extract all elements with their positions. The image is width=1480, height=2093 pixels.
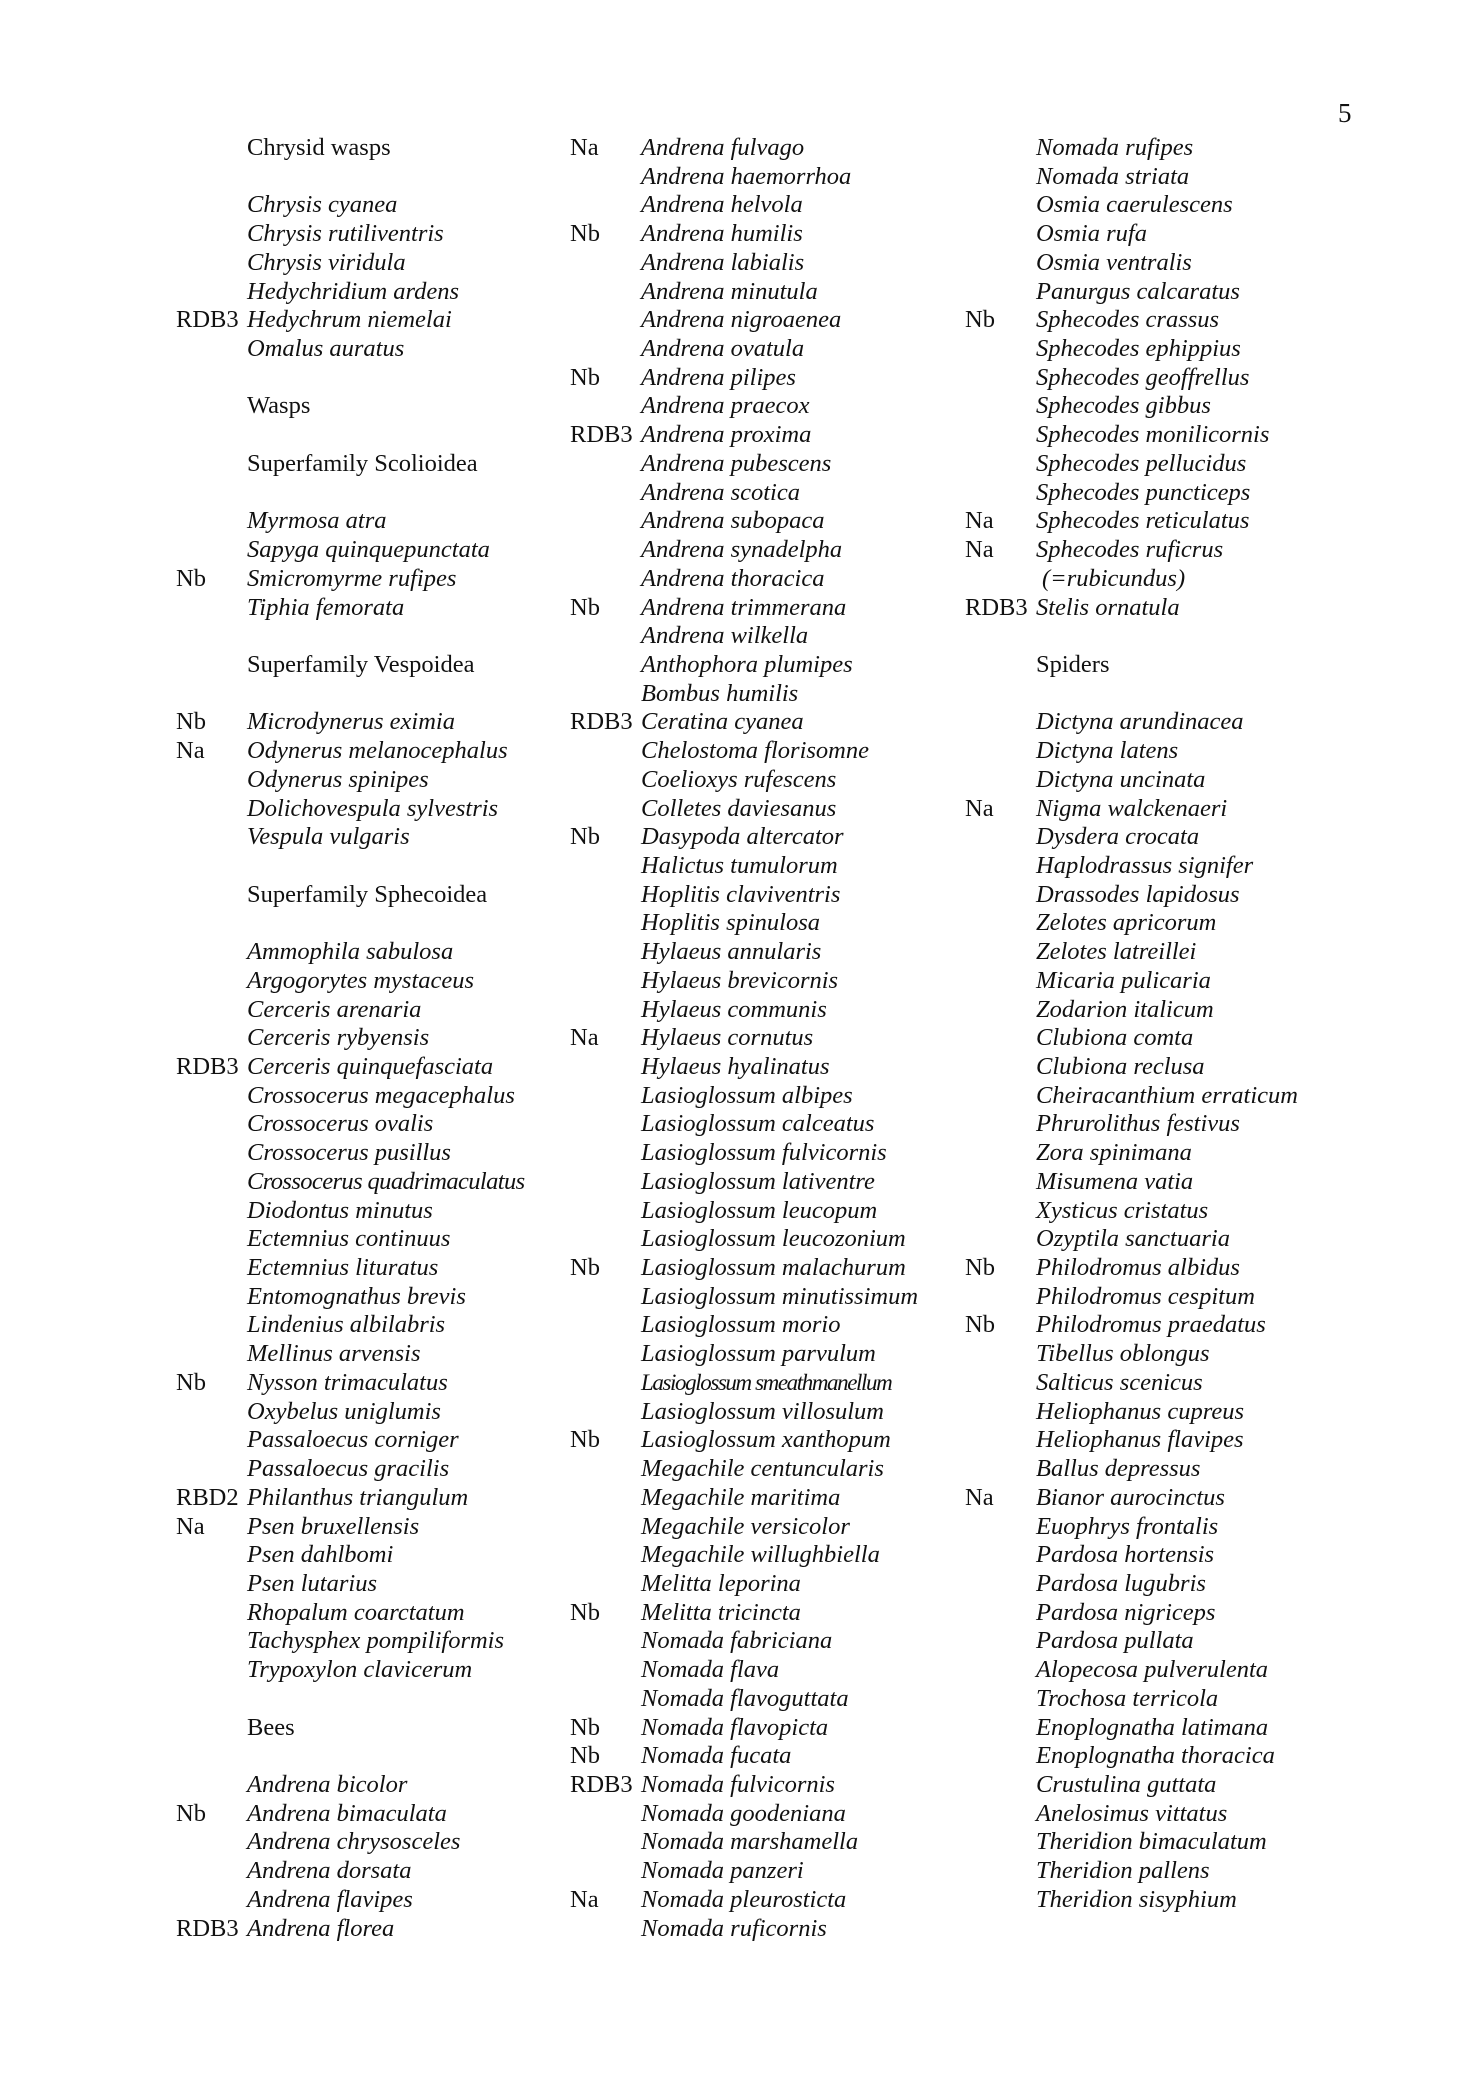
species-row — [965, 163, 1465, 192]
species-name: Sphecodes geoffrellus — [1036, 363, 1250, 391]
species-name: Lasioglossum calceatus — [641, 1110, 875, 1138]
species-name: Crossocerus megacephalus — [247, 1081, 515, 1109]
species-name: Pardosa lugubris — [1036, 1569, 1206, 1597]
species-name: Ectemnius lituratus — [247, 1254, 439, 1282]
conservation-status: Nb — [176, 708, 206, 736]
species-name: Alopecosa pulverulenta — [1036, 1656, 1269, 1684]
species-name: Nysson trimaculatus — [247, 1368, 448, 1396]
page-number: 5 — [1338, 98, 1352, 128]
section-heading-text: Spiders — [1036, 650, 1110, 678]
species-row — [965, 909, 1465, 938]
conservation-status: Na — [570, 1885, 599, 1913]
species-name: Hoplitis spinulosa — [641, 909, 821, 937]
species-name: Theridion sisyphium — [1036, 1885, 1237, 1913]
species-name: Dictyna arundinacea — [1036, 708, 1244, 736]
conservation-status: RDB3 — [965, 593, 1028, 621]
species-name: Andrena bicolor — [247, 1770, 408, 1798]
species-name: Lasioglossum villosulum — [641, 1397, 884, 1425]
species-name: Phrurolithus festivus — [1036, 1110, 1240, 1138]
conservation-status: Nb — [176, 564, 206, 592]
species-name: Tachysphex pompiliformis — [247, 1627, 505, 1655]
species-name: Ballus depressus — [1036, 1455, 1201, 1483]
species-name: Diodontus minutus — [247, 1196, 433, 1224]
species-name: Andrena subopaca — [641, 507, 825, 535]
species-name: Andrena trimmerana — [641, 593, 847, 621]
section-heading-text: Wasps — [247, 392, 311, 420]
species-name: Lasioglossum leucopum — [641, 1196, 878, 1224]
species-name: Argogorytes mystaceus — [247, 966, 475, 994]
species-name: Tiphia femorata — [247, 593, 405, 621]
species-name: Sphecodes pellucidus — [1036, 449, 1247, 477]
section-heading-text: Bees — [247, 1713, 295, 1741]
blank-line — [965, 680, 1465, 709]
species-name: Ceratina cyanea — [641, 708, 804, 736]
species-name: Philanthus triangulum — [247, 1483, 469, 1511]
species-name: Megachile versicolor — [641, 1512, 850, 1540]
species-name: Andrena proxima — [641, 421, 812, 449]
blank-line — [965, 622, 1465, 651]
species-name: Nomada marshamella — [641, 1828, 859, 1856]
species-name: Nomada fabriciana — [641, 1627, 833, 1655]
species-name: Sphecodes ephippius — [1036, 335, 1241, 363]
species-row — [965, 1627, 1465, 1656]
species-name: Anelosimus vittatus — [1036, 1799, 1228, 1827]
species-name: Misumena vatia — [1036, 1167, 1194, 1195]
species-name: Lindenius albilabris — [247, 1311, 446, 1339]
species-name: Lasioglossum morio — [641, 1311, 841, 1339]
species-row — [965, 1168, 1465, 1197]
species-name: Melitta leporina — [641, 1569, 801, 1597]
section-heading-text: Chrysid wasps — [247, 134, 391, 161]
conservation-status: RBD2 — [176, 1483, 239, 1511]
species-row — [965, 249, 1465, 278]
species-name: Andrena bimaculata — [247, 1799, 447, 1827]
species-row — [965, 1340, 1465, 1369]
species-name: Nomada fucata — [641, 1742, 792, 1770]
species-name: Cheiracanthium erraticum — [1036, 1081, 1298, 1109]
species-row — [965, 823, 1465, 852]
species-name: Pardosa nigriceps — [1036, 1598, 1216, 1626]
species-name: Nomada striata — [1036, 162, 1190, 190]
species-name: Rhopalum coarctatum — [247, 1598, 465, 1626]
species-name: Andrena scotica — [641, 478, 800, 506]
species-row — [965, 335, 1465, 364]
species-name: Megachile maritima — [641, 1483, 841, 1511]
species-row — [965, 1110, 1465, 1139]
species-row — [965, 1398, 1465, 1427]
species-name: Passaloecus corniger — [247, 1426, 459, 1454]
species-row — [965, 1455, 1465, 1484]
species-name: Ozyptila sanctuaria — [1036, 1225, 1230, 1253]
species-name: Pardosa hortensis — [1036, 1541, 1215, 1569]
species-name: Zora spinimana — [1036, 1139, 1192, 1167]
species-name: Sphecodes monilicornis — [1036, 421, 1270, 449]
species-name: Hylaeus cornutus — [641, 1024, 814, 1052]
species-row — [965, 967, 1465, 996]
species-name: Lasioglossum minutissimum — [641, 1282, 919, 1310]
species-name: Osmia rufa — [1036, 220, 1147, 248]
species-name: Passaloecus gracilis — [247, 1455, 450, 1483]
species-row — [965, 708, 1465, 737]
species-name: Crossocerus pusillus — [247, 1139, 451, 1167]
species-row — [965, 364, 1465, 393]
species-name: Crossocerus quadrimaculatus — [247, 1167, 525, 1195]
species-name: Andrena florea — [247, 1914, 395, 1942]
species-name: Hylaeus communis — [641, 995, 827, 1023]
species-name: Andrena flavipes — [247, 1885, 413, 1913]
species-name: Andrena labialis — [641, 248, 805, 276]
conservation-status: RDB3 — [176, 306, 239, 334]
species-row — [965, 1541, 1465, 1570]
conservation-status: Nb — [570, 1598, 600, 1626]
species-name: Anthophora plumipes — [641, 650, 853, 678]
species-name: Melitta tricincta — [641, 1598, 801, 1626]
conservation-status: RDB3 — [176, 1053, 239, 1080]
section-heading-text: Superfamily Sphecoidea — [247, 880, 488, 908]
species-row — [965, 306, 1465, 335]
species-row — [965, 278, 1465, 307]
species-name: Sphecodes ruficrus — [1036, 536, 1224, 564]
species-name: (=rubicundus) — [1042, 564, 1186, 592]
species-row — [965, 1857, 1465, 1886]
section-heading-text: Superfamily Scolioidea — [247, 449, 478, 477]
species-row — [965, 1311, 1465, 1340]
species-row — [570, 1915, 1070, 1944]
conservation-status: Nb — [570, 1426, 600, 1454]
conservation-status: RDB3 — [570, 421, 633, 449]
species-name: Sphecodes gibbus — [1036, 392, 1211, 420]
species-name: Andrena pubescens — [641, 449, 832, 477]
species-name: Philodromus albidus — [1036, 1254, 1240, 1282]
conservation-status: Nb — [570, 363, 600, 391]
conservation-status: Nb — [570, 1742, 600, 1770]
species-name: Stelis ornatula — [1036, 593, 1180, 621]
species-name: Lasioglossum malachurum — [641, 1254, 906, 1282]
species-row — [965, 134, 1465, 163]
species-name: Hylaeus annularis — [641, 938, 822, 966]
conservation-status: Na — [570, 1024, 599, 1052]
species-name: Psen lutarius — [247, 1569, 377, 1597]
species-name: Philodromus praedatus — [1036, 1311, 1266, 1339]
species-name: Dysdera crocata — [1036, 823, 1200, 851]
conservation-status: Nb — [570, 823, 600, 851]
species-name: Andrena nigroaenea — [641, 306, 842, 334]
species-name: Megachile centuncularis — [641, 1455, 884, 1483]
species-name: Andrena dorsata — [247, 1857, 412, 1885]
species-name: Hylaeus brevicornis — [641, 966, 839, 994]
conservation-status: Nb — [176, 1368, 206, 1396]
species-name: Trochosa terricola — [1036, 1684, 1219, 1712]
species-name: Andrena praecox — [641, 392, 810, 420]
species-row — [965, 1254, 1465, 1283]
species-name: Xysticus cristatus — [1036, 1196, 1209, 1224]
species-name: Vespula vulgaris — [247, 823, 410, 851]
species-row — [965, 1570, 1465, 1599]
conservation-status: Na — [965, 507, 994, 535]
species-name: Nomada flavoguttata — [641, 1684, 849, 1712]
species-name: Lasioglossum smeathmanellum — [641, 1369, 892, 1395]
species-name: Odynerus spinipes — [247, 765, 429, 793]
species-name: Nomada ruficornis — [641, 1914, 827, 1942]
species-name: Hylaeus hyalinatus — [641, 1053, 830, 1080]
species-name: Omalus auratus — [247, 335, 405, 363]
species-name: Clubiona comta — [1036, 1024, 1194, 1052]
species-name: Salticus scenicus — [1036, 1368, 1203, 1396]
species-name: Chrysis rutiliventris — [247, 220, 444, 248]
species-row — [965, 479, 1465, 508]
species-name: Psen dahlbomi — [247, 1541, 394, 1569]
conservation-status: RDB3 — [176, 1914, 239, 1942]
conservation-status: Nb — [570, 220, 600, 248]
species-name: Crossocerus ovalis — [247, 1110, 434, 1138]
species-name: Lasioglossum fulvicornis — [641, 1139, 887, 1167]
species-name: Micaria pulicaria — [1036, 966, 1211, 994]
conservation-status: RDB3 — [570, 708, 633, 736]
species-name: Sapyga quinquepunctata — [247, 536, 490, 564]
species-name: Nomada rufipes — [1036, 134, 1194, 161]
conservation-status: Na — [965, 536, 994, 564]
species-row — [965, 1197, 1465, 1226]
species-name: Andrena wilkella — [641, 622, 809, 650]
species-row — [965, 565, 1465, 594]
species-name: Nomada flavopicta — [641, 1713, 829, 1741]
conservation-status: Nb — [570, 1254, 600, 1282]
species-row — [965, 1053, 1465, 1082]
species-name: Enoplognatha latimana — [1036, 1713, 1269, 1741]
species-name: Andrena haemorrhoa — [641, 162, 852, 190]
species-name: Psen bruxellensis — [247, 1512, 420, 1540]
conservation-status: Na — [965, 794, 994, 822]
conservation-status: RDB3 — [570, 1770, 633, 1798]
conservation-status: Nb — [570, 593, 600, 621]
species-name: Sphecodes crassus — [1036, 306, 1220, 334]
section-heading — [965, 651, 1465, 680]
species-name: Haplodrassus signifer — [1036, 851, 1254, 879]
species-row — [965, 191, 1465, 220]
conservation-status: Na — [176, 737, 205, 765]
species-name: Clubiona reclusa — [1036, 1053, 1205, 1080]
conservation-status: Nb — [176, 1799, 206, 1827]
species-name: Microdynerus eximia — [247, 708, 455, 736]
conservation-status: Nb — [965, 306, 995, 334]
species-name: Chrysis cyanea — [247, 191, 398, 219]
species-name: Nomada panzeri — [641, 1857, 804, 1885]
species-name: Andrena minutula — [641, 277, 818, 305]
species-name: Andrena synadelpha — [641, 536, 843, 564]
species-name: Zelotes latreillei — [1036, 938, 1197, 966]
species-name: Cerceris arenaria — [247, 995, 422, 1023]
species-name: Andrena ovatula — [641, 335, 805, 363]
species-name: Nomada goodeniana — [641, 1799, 846, 1827]
species-name: Oxybelus uniglumis — [247, 1397, 441, 1425]
species-name: Pardosa pullata — [1036, 1627, 1194, 1655]
species-name: Lasioglossum lativentre — [641, 1167, 875, 1195]
species-name: Mellinus arvensis — [247, 1340, 421, 1368]
species-row — [965, 1886, 1465, 1915]
species-name: Hedychrum niemelai — [247, 306, 452, 334]
species-row — [965, 1714, 1465, 1743]
species-name: Theridion pallens — [1036, 1857, 1210, 1885]
species-name: Andrena chrysosceles — [247, 1828, 461, 1856]
species-name: Cerceris quinquefasciata — [247, 1053, 494, 1080]
species-row — [965, 852, 1465, 881]
species-name: Philodromus cespitum — [1036, 1282, 1255, 1310]
species-name: Andrena humilis — [641, 220, 803, 248]
species-name: Odynerus melanocephalus — [247, 737, 508, 765]
species-row — [965, 392, 1465, 421]
species-name: Lasioglossum leucozonium — [641, 1225, 906, 1253]
conservation-status: Nb — [965, 1311, 995, 1339]
species-name: Dictyna uncinata — [1036, 765, 1206, 793]
species-name: Osmia ventralis — [1036, 248, 1192, 276]
species-name: Crustulina guttata — [1036, 1770, 1217, 1798]
species-name: Heliophanus cupreus — [1036, 1397, 1244, 1425]
species-column-3 — [965, 134, 1465, 1915]
species-row — [965, 594, 1465, 623]
species-name: Halictus tumulorum — [641, 851, 838, 879]
species-row — [965, 536, 1465, 565]
species-name: Lasioglossum parvulum — [641, 1340, 876, 1368]
species-name: Lasioglossum xanthopum — [641, 1426, 891, 1454]
species-row — [965, 766, 1465, 795]
species-row — [965, 450, 1465, 479]
species-name: Andrena thoracica — [641, 564, 825, 592]
species-row — [965, 1800, 1465, 1829]
species-name: Ectemnius continuus — [247, 1225, 451, 1253]
section-heading-text: Superfamily Vespoidea — [247, 650, 475, 678]
species-name: Drassodes lapidosus — [1036, 880, 1240, 908]
species-name: Colletes daviesanus — [641, 794, 837, 822]
species-name: Bombus humilis — [641, 679, 799, 707]
species-name: Ammophila sabulosa — [247, 938, 454, 966]
species-name: Theridion bimaculatum — [1036, 1828, 1267, 1856]
species-name: Bianor aurocinctus — [1036, 1483, 1225, 1511]
species-row — [965, 1656, 1465, 1685]
species-name: Nomada pleurosticta — [641, 1885, 847, 1913]
species-name: Hedychridium ardens — [247, 277, 460, 305]
species-row — [965, 795, 1465, 824]
species-name: Chelostoma florisomne — [641, 737, 869, 765]
species-row — [965, 1828, 1465, 1857]
species-name: Nomada flava — [641, 1656, 780, 1684]
species-row — [965, 1599, 1465, 1628]
species-name: Sphecodes puncticeps — [1036, 478, 1251, 506]
species-row — [965, 1225, 1465, 1254]
species-name: Nomada fulvicornis — [641, 1770, 835, 1798]
species-row — [965, 1024, 1465, 1053]
conservation-status: Na — [965, 1483, 994, 1511]
species-name: Panurgus calcaratus — [1036, 277, 1240, 305]
species-name: Andrena fulvago — [641, 134, 805, 161]
conservation-status: Na — [570, 134, 599, 161]
conservation-status: Na — [176, 1512, 205, 1540]
species-row — [965, 1369, 1465, 1398]
species-name: Smicromyrme rufipes — [247, 564, 457, 592]
species-row — [965, 1513, 1465, 1542]
species-row — [965, 737, 1465, 766]
species-row — [965, 1484, 1465, 1513]
species-name: Lasioglossum albipes — [641, 1081, 853, 1109]
species-row — [965, 881, 1465, 910]
species-row — [965, 1082, 1465, 1111]
species-name: Chrysis viridula — [247, 248, 406, 276]
species-name: Megachile willughbiella — [641, 1541, 880, 1569]
species-name: Euophrys frontalis — [1036, 1512, 1219, 1540]
species-name: Coelioxys rufescens — [641, 765, 837, 793]
species-row — [965, 1283, 1465, 1312]
species-name: Andrena pilipes — [641, 363, 796, 391]
species-row — [965, 938, 1465, 967]
species-name: Andrena helvola — [641, 191, 803, 219]
species-row — [965, 1426, 1465, 1455]
species-name: Hoplitis claviventris — [641, 880, 841, 908]
species-name: Tibellus oblongus — [1036, 1340, 1210, 1368]
species-name: Entomognathus brevis — [247, 1282, 466, 1310]
species-row — [965, 220, 1465, 249]
species-name: Zelotes apricorum — [1036, 909, 1217, 937]
species-row — [965, 1771, 1465, 1800]
species-name: Heliophanus flavipes — [1036, 1426, 1244, 1454]
conservation-status: Nb — [570, 1713, 600, 1741]
species-name: Enoplognatha thoracica — [1036, 1742, 1275, 1770]
species-row — [965, 1742, 1465, 1771]
species-row — [965, 996, 1465, 1025]
species-name: Myrmosa atra — [247, 507, 387, 535]
species-name: Sphecodes reticulatus — [1036, 507, 1250, 535]
conservation-status: Nb — [965, 1254, 995, 1282]
species-name: Trypoxylon clavicerum — [247, 1656, 473, 1684]
species-row — [965, 1139, 1465, 1168]
species-name: Dictyna latens — [1036, 737, 1179, 765]
species-name: Dolichovespula sylvestris — [247, 794, 499, 822]
species-row — [965, 507, 1465, 536]
species-name: Zodarion italicum — [1036, 995, 1214, 1023]
species-name: Dasypoda altercator — [641, 823, 844, 851]
species-name: Nigma walckenaeri — [1036, 794, 1228, 822]
species-name: Osmia caerulescens — [1036, 191, 1233, 219]
species-row — [965, 1685, 1465, 1714]
species-name: Cerceris rybyensis — [247, 1024, 430, 1052]
species-row — [965, 421, 1465, 450]
